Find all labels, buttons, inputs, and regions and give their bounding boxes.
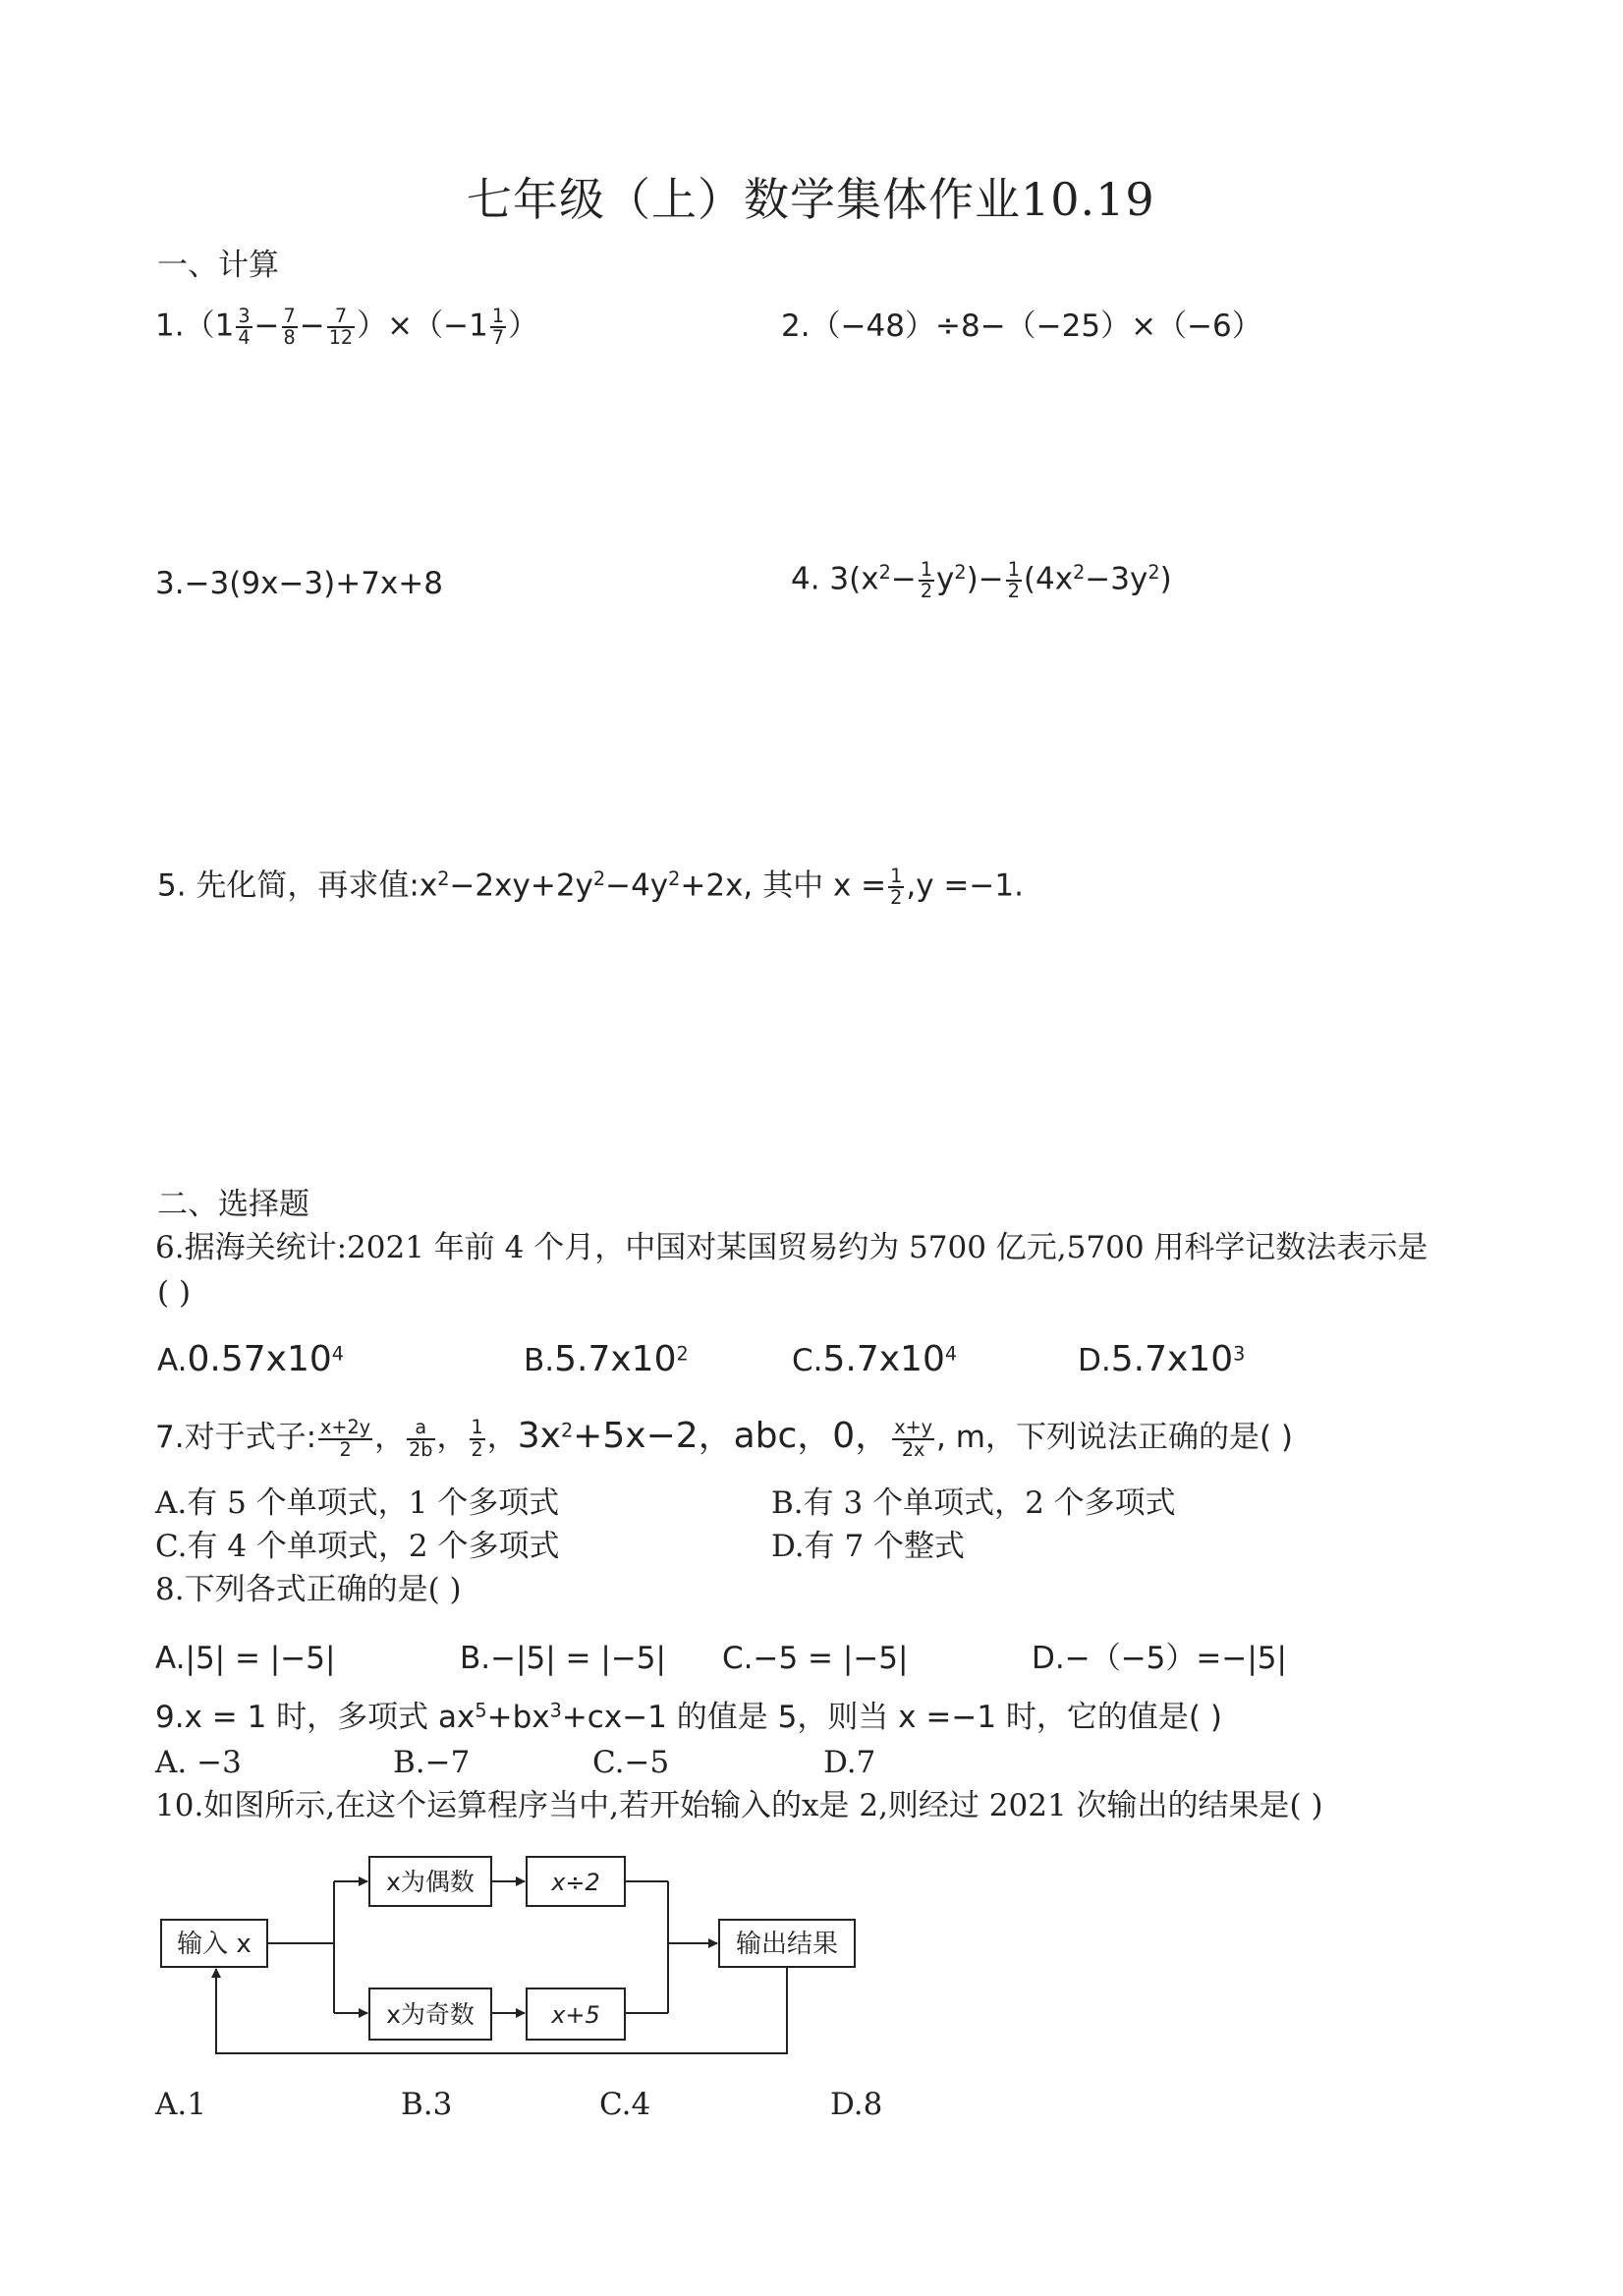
q7-fraction-4: $\frac{x+y}{2x}$ [894, 1416, 933, 1461]
q4-exp-3: 2 [1073, 561, 1086, 585]
question-7-stem [155, 1415, 1293, 1460]
question-9-stem [155, 1700, 1222, 1736]
q4-part-f: −3y [1085, 561, 1148, 597]
q6-option-a: $A.0.57x10^4$ [157, 1339, 345, 1379]
q9-option-b: B.−7 [393, 1745, 471, 1780]
q5-part-d: +2x, 其中 x = [680, 868, 887, 904]
q9-exp-3: 3 [549, 1699, 562, 1722]
q7-fraction-2: $\frac{a}{2b}$ [409, 1416, 433, 1461]
flow-odd-op-label: x+5 [551, 2001, 600, 2029]
q7-part-b: 3x [517, 1416, 561, 1456]
q6-option-c: $C.5.7x10^4$ [792, 1339, 958, 1379]
question-6-stem: 6.据海关统计:2021 年前 4 个月，中国对某国贸易约为 5700 亿元,5700 用科学记数法表示是 [155, 1230, 1428, 1265]
q5-part-e: ,y =−1. [906, 868, 1024, 904]
q8-option-b: B.−|5| = |−5| [460, 1641, 666, 1676]
q7-sep-2: ， [436, 1420, 468, 1455]
flow-loop-back-arrow [216, 1967, 787, 2053]
section-choice-heading: 二、选择题 [157, 1187, 309, 1222]
q5-part-b: −2xy+2y [449, 868, 593, 904]
q4-part-g: ) [1159, 561, 1172, 597]
flow-input-label: 输入 x [177, 1930, 252, 1959]
q9-option-a: A. −3 [155, 1745, 242, 1780]
q10-option-d: D.8 [830, 2087, 883, 2122]
q9-exp-5: 5 [475, 1699, 487, 1722]
page-title: 七年级（上）数学集体作业10.19 [467, 173, 1155, 226]
question-10-stem: 10.如图所示,在这个运算程序当中,若开始输入的x是 2,则经过 2021 次输出的结果是( ) [155, 1788, 1323, 1823]
q8-option-c: C.−5 = |−5| [722, 1641, 909, 1676]
q9-part-b: +bx [486, 1700, 550, 1735]
q4-part-e: (4x [1023, 561, 1074, 597]
q1-whole: 1 [214, 308, 235, 344]
section-calc-heading: 一、计算 [157, 248, 279, 283]
q9-option-c: C.−5 [592, 1745, 670, 1780]
q5-exp-1: 2 [437, 868, 450, 891]
q6-option-d: $D.5.7x10^3$ [1078, 1339, 1246, 1379]
q5-exp-2: 2 [592, 868, 606, 891]
q10-option-b: B.3 [401, 2087, 453, 2122]
q4-part-b: − [890, 561, 917, 597]
q9-part-a: 9.x = 1 时，多项式 ax [155, 1700, 476, 1735]
q1-close: ） [508, 308, 539, 344]
question-4 [791, 560, 1172, 601]
q7-sep-3: ， [486, 1420, 518, 1455]
flowchart [152, 1839, 879, 2065]
q9-part-c: +cx−1 的值是 5，则当 x =−1 时，它的值是( ) [561, 1700, 1222, 1735]
q1-op1: − [253, 308, 280, 344]
q7-sep-1: ， [374, 1420, 406, 1455]
q5-half: $\frac{1}{2}$ [890, 865, 903, 910]
q4-exp-4: 2 [1147, 561, 1160, 585]
question-3: 3.−3(9x−3)+7x+8 [155, 566, 443, 601]
q7-part-a: 7.对于式子: [155, 1420, 317, 1455]
q7-fraction-3: $\frac{1}{2}$ [471, 1416, 483, 1461]
question-8-stem: 8.下列各式正确的是( ) [155, 1572, 462, 1607]
q7-option-d: D.有 7 个整式 [771, 1529, 966, 1564]
q7-fraction-1: $\frac{x+2y}{2}$ [320, 1416, 371, 1461]
q10-option-a: A.1 [155, 2087, 206, 2122]
flow-output-label: 输出结果 [735, 1930, 839, 1959]
q8-option-d: D.−（−5）=−|5| [1032, 1641, 1287, 1676]
question-5 [157, 867, 1024, 908]
q5-part-a: 5. 先化简，再求值:x [157, 868, 438, 904]
q4-exp-1: 2 [878, 561, 891, 585]
flow-even-label: x为偶数 [386, 1868, 475, 1896]
q4-exp-2: 2 [954, 561, 967, 585]
q9-option-d: D.7 [823, 1745, 876, 1780]
q10-option-c: C.4 [599, 2087, 651, 2122]
q5-part-c: −4y [605, 868, 669, 904]
q7-part-c: +5x−2，abc，0， [573, 1416, 891, 1456]
question-1 [155, 307, 538, 348]
q8-option-a: A.|5| = |−5| [155, 1641, 336, 1676]
q1-open: 1.（ [155, 308, 215, 344]
q4-part-c: y [936, 561, 955, 597]
q5-exp-3: 2 [668, 868, 681, 891]
q1-mid: ）×（−1 [357, 308, 488, 344]
q7-option-a: A.有 5 个单项式，1 个多项式 [155, 1485, 560, 1521]
q7-option-c: C.有 4 个单项式，2 个多项式 [155, 1529, 560, 1564]
q1-fraction-4: $\frac{1}{7}$ [491, 305, 505, 350]
flow-odd-label: x为奇数 [386, 2000, 475, 2029]
q7-option-b: B.有 3 个单项式，2 个多项式 [771, 1485, 1176, 1521]
q4-half-2: $\frac{1}{2}$ [1007, 558, 1020, 603]
q7-part-d: , m，下列说法正确的是( ) [936, 1420, 1293, 1455]
q1-op2: − [299, 308, 325, 344]
q4-part-a: 4. 3(x [791, 561, 879, 597]
question-2: 2.（−48）÷8−（−25）×（−6） [781, 308, 1262, 344]
q7-exp: 2 [560, 1419, 574, 1442]
flow-even-op-label: x÷2 [551, 1869, 600, 1896]
q1-fraction-1: $\frac{3}{4}$ [238, 305, 251, 350]
q6-option-b: $B.5.7x10^2$ [524, 1339, 689, 1379]
q4-part-d: )− [966, 561, 1004, 597]
q1-fraction-3: $\frac{7}{12}$ [328, 305, 354, 350]
question-6-answer-paren: ( ) [157, 1275, 192, 1311]
q1-fraction-2: $\frac{7}{8}$ [283, 305, 296, 350]
q4-half-1: $\frac{1}{2}$ [920, 558, 933, 603]
